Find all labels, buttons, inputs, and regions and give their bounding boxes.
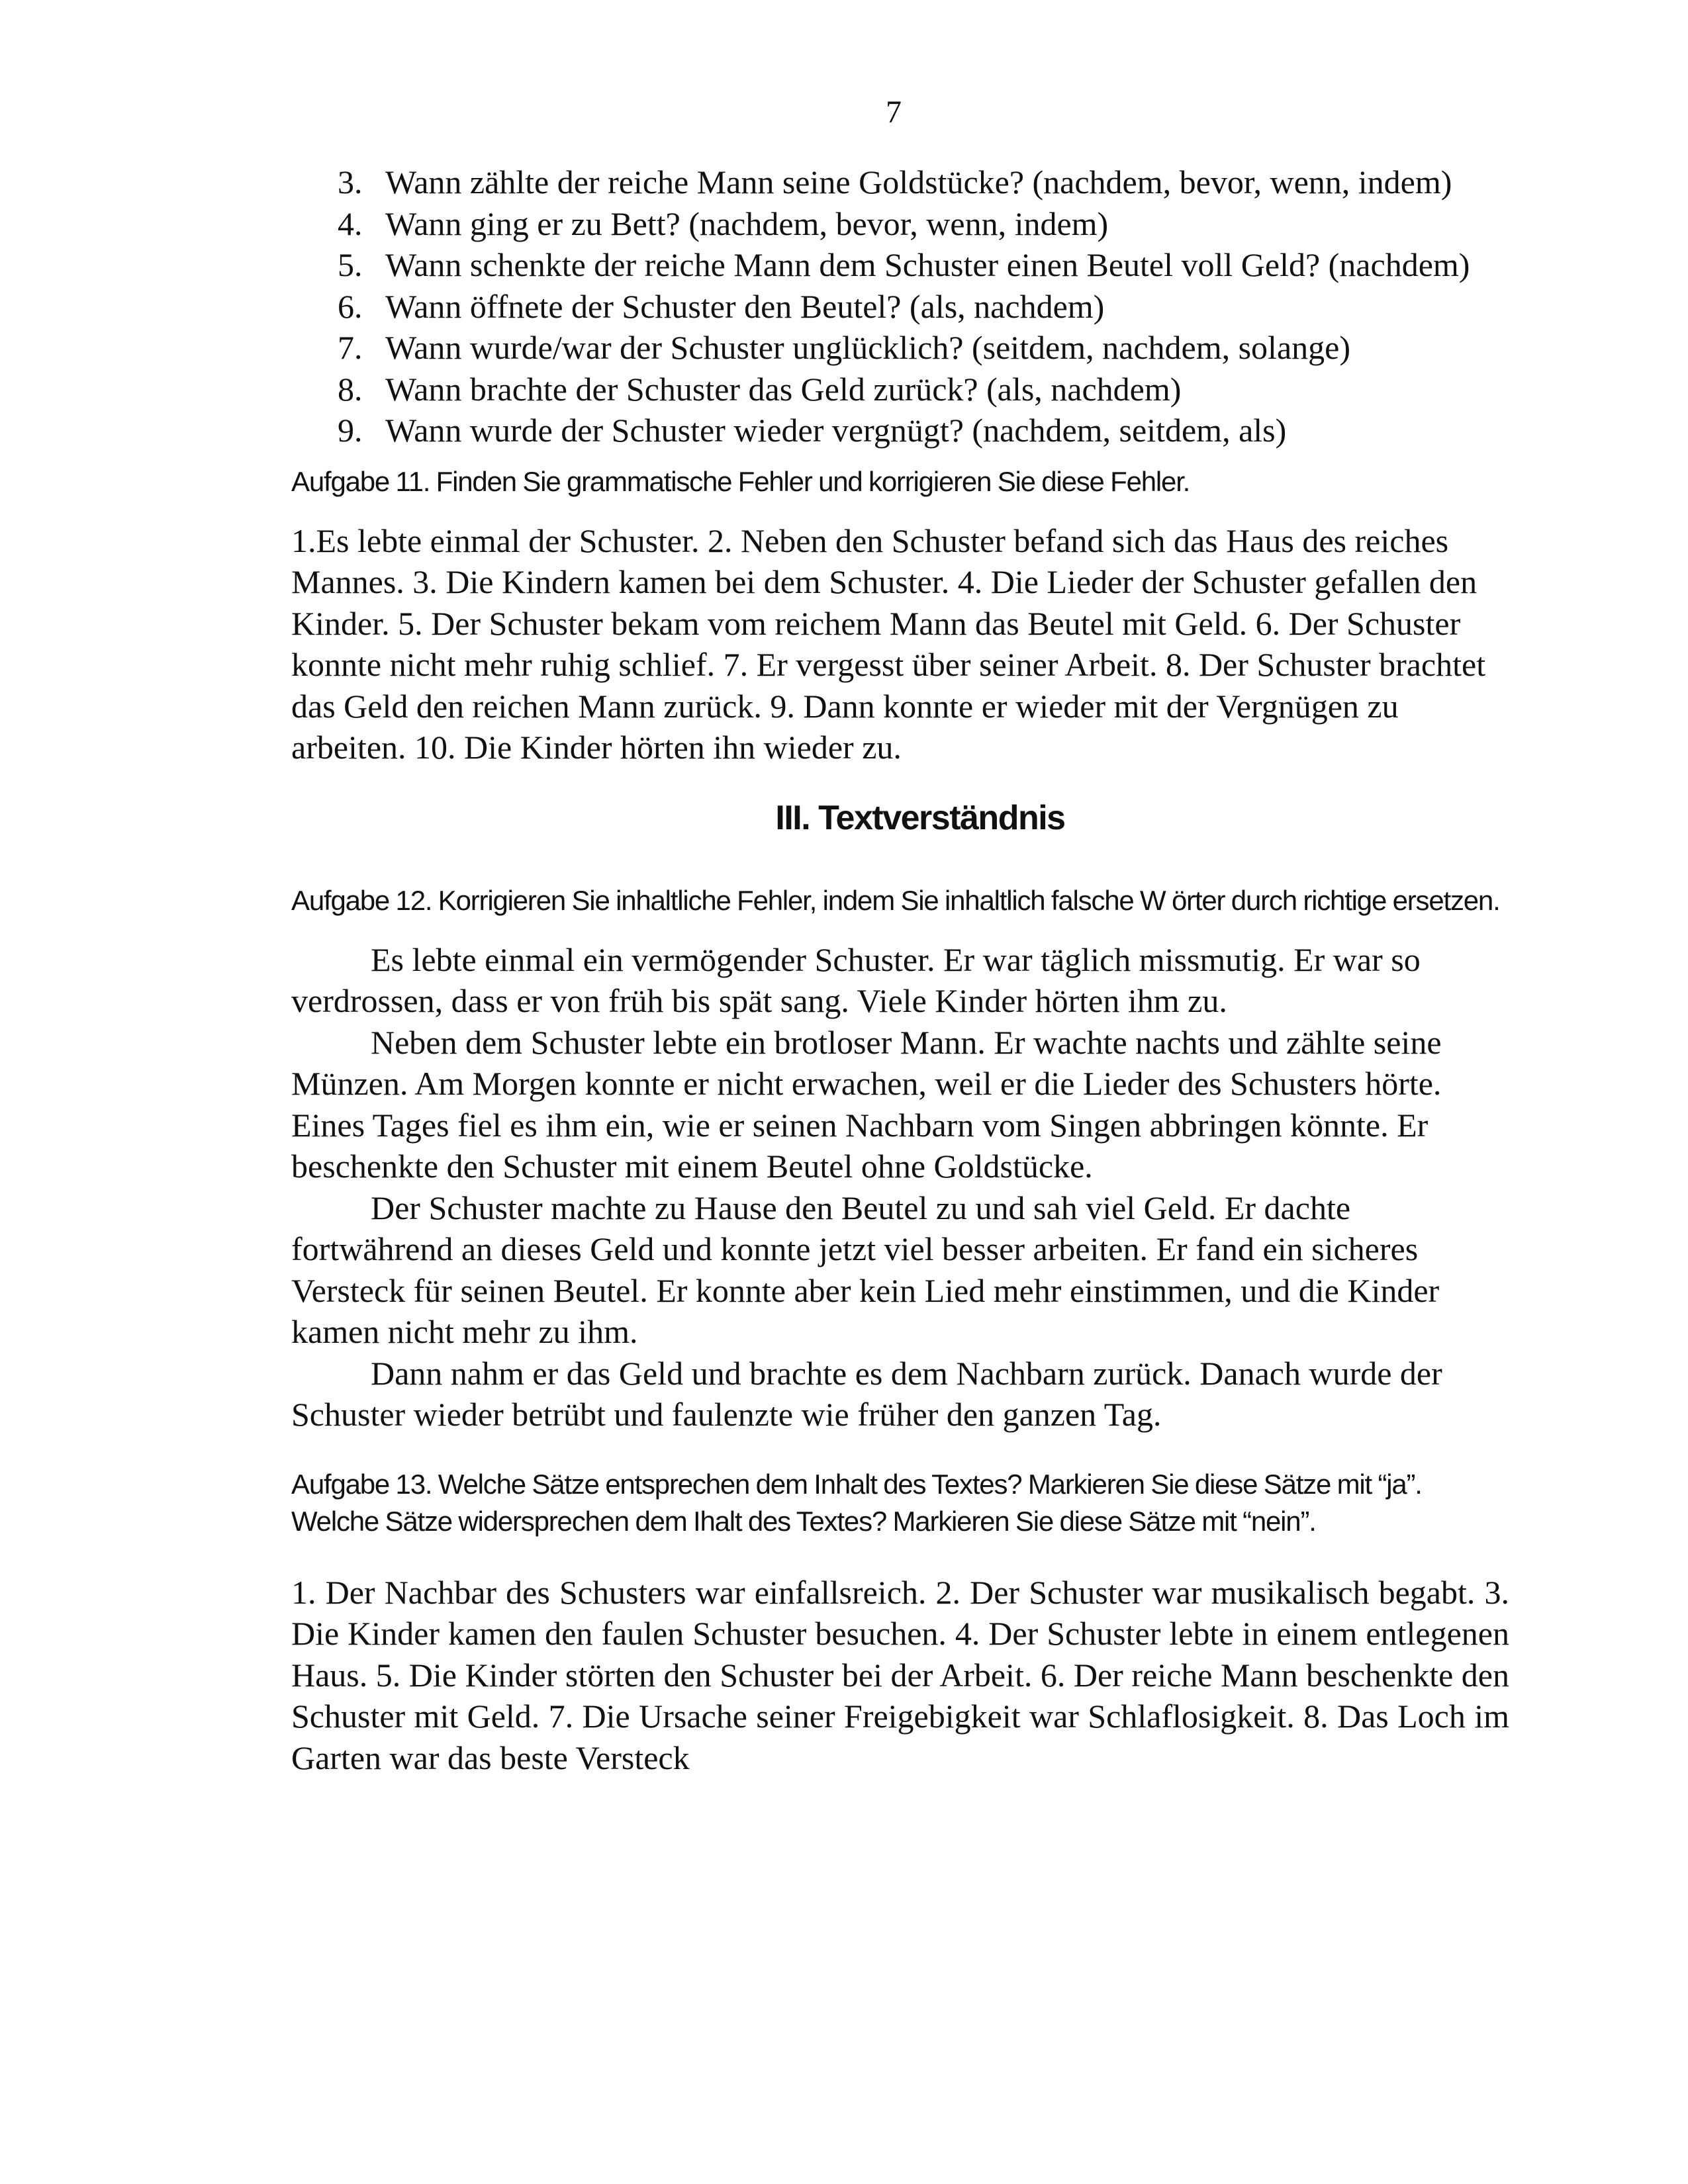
question-text: Wann wurde/war der Schuster unglücklich? (seitdem, nachdem, solange)	[385, 329, 1350, 366]
aufgabe-12-paragraph: Der Schuster machte zu Hause den Beutel zu und sah viel Geld. Er dachte fortwährend an dieses Geld und konnte jetzt viel besser arbeiten. Er fand ein sicheres Versteck für seinen Beutel. Er konnte aber kein Lied mehr einstimmen, und die Kinder kamen nicht mehr zu ihm.	[291, 1189, 1440, 1350]
question-item	[291, 410, 1509, 451]
aufgabe-11-title: Aufgabe 11. Finden Sie grammatische Fehler und korrigieren Sie diese Fehler.	[291, 465, 1190, 497]
aufgabe-13-title: Aufgabe 13. Welche Sätze entsprechen dem Inhalt des Textes? Markieren Sie diese Sätze mit “ja”. Welche Sätze widersprechen dem Ihalt des Textes? Markieren Sie diese Sätze mit “nein”.	[291, 1468, 1422, 1537]
question-number: 7.	[338, 329, 363, 366]
question-number: 9.	[338, 412, 363, 449]
question-item	[291, 286, 1509, 328]
question-number: 5.	[338, 246, 363, 283]
question-number: 6.	[338, 287, 363, 325]
question-text: Wann ging er zu Bett? (nachdem, bevor, wenn, indem)	[385, 205, 1109, 242]
question-list	[291, 161, 1509, 451]
section-heading: III. Textverständnis	[775, 798, 1065, 837]
question-text: Wann brachte der Schuster das Geld zurück? (als, nachdem)	[385, 370, 1182, 408]
question-number: 3.	[338, 163, 363, 201]
aufgabe-12-paragraph: Dann nahm er das Geld und brachte es dem Nachbarn zurück. Danach wurde der Schuster wieder betrübt und faulenzte wie früher den ganzen Tag.	[291, 1354, 1442, 1433]
aufgabe-12-paragraph: Es lebte einmal ein vermögender Schuster. Er war täglich missmutig. Er war so verdrossen, dass er von früh bis spät sang. Viele Kinder hörten ihm zu.	[291, 940, 1421, 1019]
question-item	[291, 161, 1509, 203]
aufgabe-12-paragraph: Neben dem Schuster lebte ein brotloser Mann. Er wachte nachts und zählte seine Münzen. Am Morgen konnte er nicht erwachen, weil er die Lieder des Schusters hörte. Eines Tages fiel es ihm ein, wie er seinen Nachbarn vom Singen abbringen könnte. Er beschenkte den Schuster mit einem Beutel ohne Goldstücke.	[291, 1023, 1442, 1185]
question-item	[291, 244, 1509, 286]
question-text: Wann schenkte der reiche Mann dem Schuster einen Beutel voll Geld? (nachdem)	[385, 246, 1470, 283]
question-text: Wann zählte der reiche Mann seine Goldstücke? (nachdem, bevor, wenn, indem)	[385, 163, 1452, 201]
question-item	[291, 369, 1509, 410]
aufgabe-12-title: Aufgabe 12. Korrigieren Sie inhaltliche Fehler, indem Sie inhaltlich falsche W örter durch richtige ersetzen.	[291, 884, 1500, 916]
question-number: 4.	[338, 205, 363, 242]
page-number: 7	[886, 95, 902, 130]
aufgabe-11-text: 1.Es lebte einmal der Schuster. 2. Neben den Schuster befand sich das Haus des reiches Mannes. 3. Die Kindern kamen bei dem Schuster. 4. Die Lieder der Schuster gefallen den Kinder. 5. Der Schuster bekam vom reichem Mann das Beutel mit Geld. 6. Der Schuster konnte nicht mehr ruhig schlief. 7. Er vergesst über seiner Arbeit. 8. Der Schuster brachtet das Geld den reichen Mann zurück. 9. Dann konnte er wieder mit der Vergnügen zu arbeiten. 10. Die Kinder hörten ihn wieder zu.	[291, 522, 1486, 766]
question-text: Wann wurde der Schuster wieder vergnügt? (nachdem, seitdem, als)	[385, 412, 1287, 449]
question-number: 8.	[338, 370, 363, 408]
page-content	[291, 161, 1509, 1778]
question-item	[291, 327, 1509, 369]
question-text: Wann öffnete der Schuster den Beutel? (als, nachdem)	[385, 287, 1105, 325]
question-item	[291, 203, 1509, 245]
aufgabe-13-text: 1. Der Nachbar des Schusters war einfallsreich. 2. Der Schuster war musikalisch begabt. 3. Die Kinder kamen den faulen Schuster besuchen. 4. Der Schuster lebte in einem entlegenen Haus. 5. Die Kinder störten den Schuster bei der Arbeit. 6. Der reiche Mann beschenkte den Schuster mit Geld. 7. Die Ursache seiner Freigebigkeit war Schlaflosigkeit. 8. Das Loch im Garten war das beste Versteck	[291, 1573, 1509, 1776]
